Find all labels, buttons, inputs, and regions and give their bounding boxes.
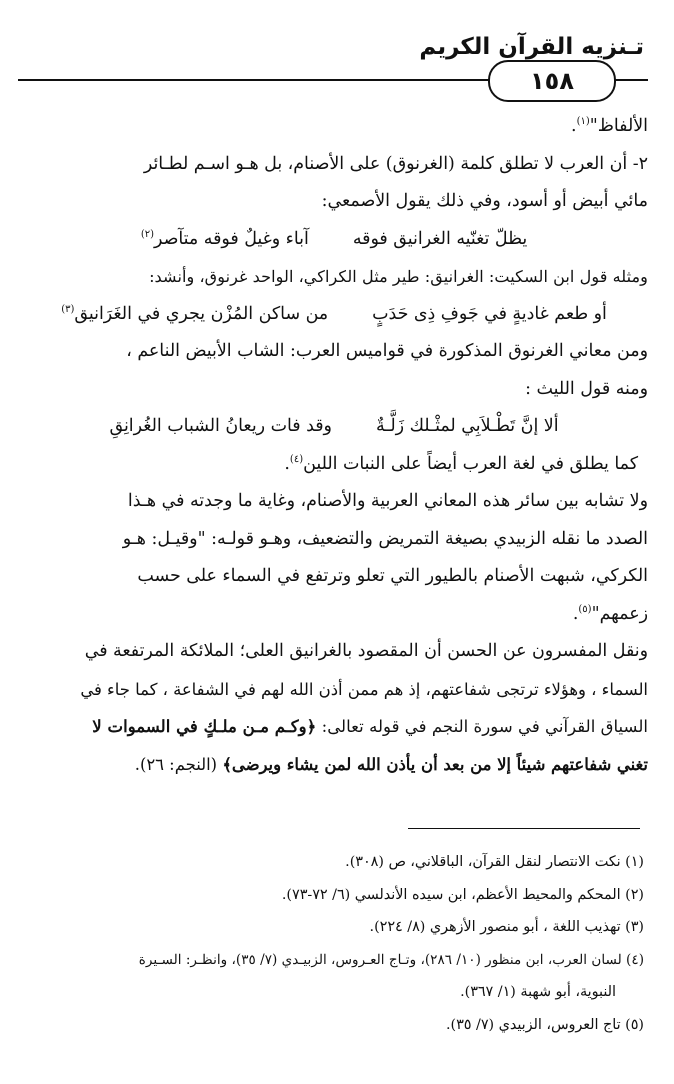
paragraph-line: ومن معاني الغرنوق المذكورة في قواميس العرب: الشاب الأبيض الناعم ، [126, 341, 648, 361]
poetry-verse [20, 296, 648, 334]
paragraph-line: ومنه قول الليث : [525, 378, 648, 399]
text-run: السياق القرآني في سورة النجم في قوله تعالى: [321, 717, 648, 736]
paragraph-line: كما يطلق في لغة العرب أيضاً على النبات اللين$^{(٤)}$. [284, 453, 638, 474]
footnote: (٤) لسان العرب، ابن منظور (١٠/ ٢٨٦)، وتـاج العـروس، الزبيـدي (٧/ ٣٥)، وانظـر: السـيرة [138, 951, 644, 968]
verse-hemistich: ألا إنَّ تَطْـلاَبِي لمثْـلك زَلَّـةٌ [375, 416, 559, 436]
quran-verse: تغني شفاعتهم شيئاً إلا من بعد أن يأذن الله لمن يشاء ويرضى﴾ [222, 754, 648, 774]
text-run: الألفاظ" [589, 116, 648, 136]
paragraph-line: مائي أبيض أو أسود، وفي ذلك يقول الأصمعي: [321, 191, 648, 211]
paragraph-line: ٢- أن العرب لا تطلق كلمة (الغرنوق) على الأصنام، بل هـو اسـم لطـائر [143, 153, 648, 174]
text-run: من ساكن المُزْن يجري في الغَرَانيق [74, 303, 329, 324]
paragraph-line: الكركي، شبهت الأصنام بالطيور التي تعلو وترتفع في السماء على حسب [137, 566, 648, 586]
footnote-marker: (٤) [289, 453, 304, 465]
text-run: زعمهم" [591, 603, 648, 624]
page-number-badge: ١٥٨ [488, 60, 616, 102]
paragraph-line: زعمهم"$^{(٥)}$. [572, 603, 648, 624]
text-run: آباء وغيلٌ فوقه متآصر [154, 228, 309, 249]
paragraph-line: ونقل المفسرون عن الحسن أن المقصود بالغرانيق العلى؛ الملائكة المرتفعة في [84, 641, 648, 661]
paragraph-line [20, 708, 648, 746]
footnote-marker: (٣) [61, 303, 75, 315]
footnote-continuation: النبوية، أبو شهبة (١/ ٣٦٧). [460, 984, 616, 1000]
verse-reference: (النجم: ٢٦). [134, 754, 218, 774]
footnote: (٢) المحكم والمحيط الأعظم، ابن سيده الأندلسي (٦/ ٧٢-٧٣). [281, 886, 644, 903]
footnote-marker: (٥) [578, 603, 592, 615]
poetry-verse [20, 408, 648, 446]
main-text [20, 108, 648, 783]
verse-hemistich: وقد فات ريعانُ الشباب الغُرانِقِ [109, 416, 332, 436]
footnote: (١) نكت الانتصار لنقل القرآن، الباقلاني، ص (٣٠٨). [345, 854, 644, 870]
paragraph-line [20, 746, 648, 784]
quran-verse: ﴿وكـم مـن ملـكٍ في السموات لا [92, 716, 317, 736]
paragraph-line: ومثله قول ابن السكيت: الغرانيق: طير مثل الكراكي، الواحد غرنوق، وأنشد: [149, 267, 648, 286]
footnote-marker: (٢) [140, 228, 154, 240]
footnotes [22, 846, 644, 1041]
footnote: (٣) تهذيب اللغة ، أبو منصور الأزهري (٨/ ٢٢٤). [369, 919, 644, 935]
paragraph-line: ولا تشابه بين سائر هذه المعاني العربية والأصنام، وغاية ما وجدته في هـذا [127, 491, 648, 511]
paragraph-line: السماء ، وهؤلاء ترتجى شفاعتهم، إذ هم ممن أذن الله لهم في الشفاعة ، كما جاء في [80, 679, 648, 699]
verse-hemistich [141, 221, 309, 259]
poetry-verse [20, 221, 648, 259]
paragraph-line: الألفاظ"$^{(١)}$. [571, 116, 648, 136]
running-title: تـنزيه القرآن الكريم [419, 34, 644, 60]
paragraph-line: الصدد ما نقله الزبيدي بصيغة التمريض والتضعيف، وهـو قولـه: "وقيـل: هـو [122, 528, 648, 549]
verse-hemistich: أو طعم غاديةٍ في جَوفِ ذِى حَدَبٍ [372, 303, 607, 324]
footnote-separator [408, 828, 640, 829]
page-header [0, 0, 674, 100]
verse-hemistich [61, 296, 328, 334]
footnote: (٥) تاج العروس، الزبيدي (٧/ ٣٥). [446, 1016, 644, 1033]
verse-hemistich: يظلّ تغنّيه الغرانيق فوقه [352, 228, 528, 249]
text-run: كما يطلق في لغة العرب أيضاً على النبات اللين [303, 453, 638, 474]
footnote-marker: (١) [576, 116, 590, 128]
